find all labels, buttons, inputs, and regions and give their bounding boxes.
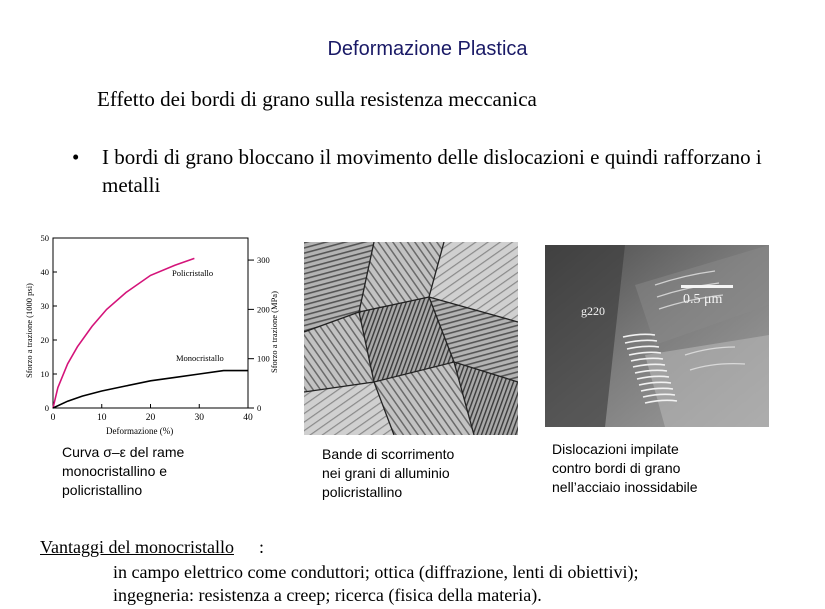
- advantages-title-colon: :: [259, 537, 265, 557]
- series-label-policristallo: Policristallo: [172, 268, 214, 278]
- advantages-line: ingegneria: resistenza a creep; ricerca (fisica della materia).: [113, 585, 542, 605]
- advantages-line: in campo elettrico come conduttori; ottica (diffrazione, lenti di obiettivi);: [113, 562, 639, 582]
- chart-series: [53, 258, 248, 408]
- y-tick-label-left: 0: [44, 403, 49, 413]
- y-tick-label-left: 50: [40, 233, 49, 243]
- bullet-text: I bordi di grano bloccano il movimento delle dislocazioni e quindi rafforzano i metalli: [102, 145, 762, 197]
- y-axis-label-right: Sforzo a trazione (MPa): [269, 291, 279, 373]
- caption-line: monocristallino e: [62, 463, 168, 479]
- y-tick-label-left: 20: [40, 335, 49, 345]
- series-line-policristallo: [53, 258, 194, 408]
- x-tick-label: 0: [50, 413, 56, 423]
- caption-line: policristallino: [322, 484, 403, 500]
- caption-chart: [62, 443, 262, 500]
- y-tick-label-left: 40: [40, 267, 49, 277]
- stress-strain-chart: [24, 228, 284, 443]
- caption-line: Dislocazioni impilate: [552, 441, 679, 457]
- x-axis-label: Deformazione (%): [106, 426, 174, 436]
- page-title: Deformazione Plastica: [327, 38, 528, 60]
- y-tick-label-right: 0: [257, 403, 262, 413]
- caption-line: nei grani di alluminio: [322, 465, 450, 481]
- series-line-monocristallo: [53, 371, 248, 408]
- subtitle: Effetto dei bordi di grano sulla resistenza meccanica: [97, 87, 537, 111]
- caption-slip-bands: [322, 445, 522, 502]
- scale-bar: [681, 285, 733, 288]
- plot-frame: [53, 238, 248, 408]
- caption-line: Bande di scorrimento: [322, 446, 455, 462]
- dislocation-micrograph: [545, 245, 769, 427]
- x-tick-label: 40: [243, 413, 253, 423]
- slip-bands-micrograph: [304, 242, 518, 435]
- y-tick-label-right: 200: [257, 304, 270, 315]
- x-tick-label: 20: [145, 413, 156, 423]
- caption-line: contro bordi di grano: [552, 460, 681, 476]
- left-axis-ticks: [41, 233, 58, 413]
- right-axis-ticks: [248, 255, 270, 413]
- series-label-monocristallo: Monocristallo: [176, 353, 224, 363]
- caption-line: nell’acciaio inossidabile: [552, 479, 698, 495]
- scale-label: 0.5 μm: [683, 292, 723, 307]
- bottom-axis-ticks: [51, 404, 253, 423]
- y-tick-label-right: 300: [257, 255, 270, 266]
- x-tick-label: 10: [97, 413, 107, 423]
- bullet-symbol: •: [72, 145, 80, 169]
- y-tick-label-left: 10: [40, 369, 49, 379]
- caption-line: policristallino: [62, 482, 143, 498]
- advantages-title: Vantaggi del monocristallo: [40, 537, 234, 557]
- diffraction-index-label: g220: [581, 304, 605, 318]
- y-axis-label-left: Sforzo a trazione (1000 psi): [24, 283, 34, 378]
- caption-line: Curva σ–ε del rame: [62, 444, 185, 460]
- caption-dislocations: [552, 440, 772, 497]
- x-tick-label: 30: [194, 413, 204, 423]
- y-tick-label-left: 30: [40, 301, 49, 311]
- y-tick-label-right: 100: [257, 353, 270, 364]
